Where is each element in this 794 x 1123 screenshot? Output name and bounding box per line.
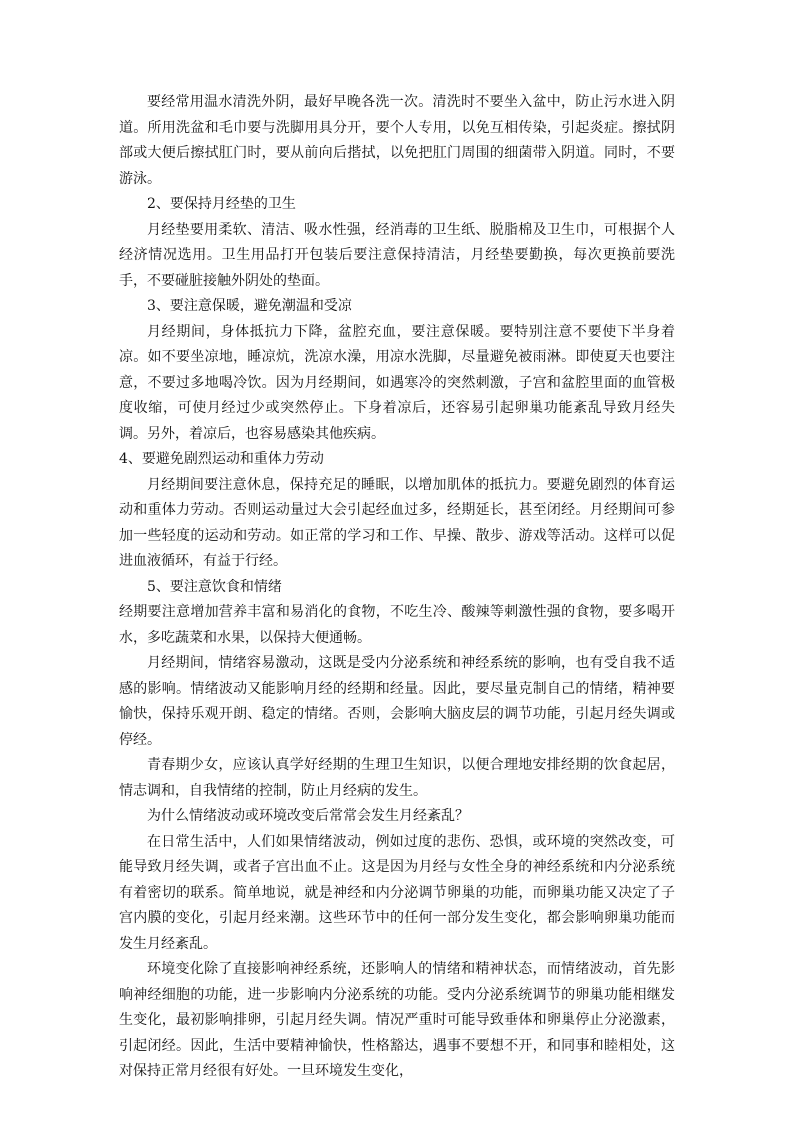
paragraph-mood: 月经期间，情绪容易激动，这既是受内分泌系统和神经系统的影响，也有受自我不适感的影响。情绪波动又能影响月经的经期和经量。因此，要尽量克制自己的情绪，精神要愉快，保持乐观开朗、稳定的情绪。否则，会影响大脑皮层的调节功能，引起月经失调或停经。 [119, 655, 675, 748]
paragraph-adolescent: 青春期少女，应该认真学好经期的生理卫生知识，以便合理地安排经期的饮食起居，情志调和，自我情绪的控制，防止月经病的发生。 [119, 757, 675, 799]
paragraph-keep-warm: 月经期间，身体抵抗力下降，盆腔充血，要注意保暖。要特别注意不要使下半身着凉。如不要坐凉地，睡凉炕，洗凉水澡，用凉水洗脚，尽量避免被雨淋。即使夏天也要注意，不要过多地喝冷饮。因为月经期间，如遇寒冷的突然刺激，子宫和盆腔里面的血管极度收缩，可使月经过少或突然停止。下身着凉后，还容易引起卵巢功能紊乱导致月经失调。另外，着凉后，也容易感染其他疾病。 [119, 323, 675, 442]
paragraph-genital-hygiene: 要经常用温水清洗外阴，最好早晚各洗一次。清洗时不要坐入盆中，防止污水进入阴道。所用洗盆和毛巾要与洗脚用具分开，要个人专用，以免互相传染，引起炎症。擦拭阴部或大便后擦拭肛门时，要从前向后揩拭，以免把肛门周围的细菌带入阴道。同时，不要游泳。 [119, 94, 675, 187]
heading-diet-mood: 5、要注意饮食和情绪 [147, 578, 282, 595]
paragraph-daily-life: 在日常生活中，人们如果情绪波动，例如过度的悲伤、恐惧，或环境的突然改变，可能导致月经失调，或者子宫出血不止。这是因为月经与女性全身的神经系统和内分泌系统有着密切的联系。简单地说，就是神经和内分泌调节卵巢的功能，而卵巢功能又决定了子宫内膜的变化，引起月经来潮。这些环节中的任何一部分发生变化，都会影响卵巢功能而发生月经紊乱。 [119, 833, 675, 952]
paragraph-diet: 经期要注意增加营养丰富和易消化的食物，不吃生冷、酸辣等刺激性强的食物，要多喝开水，多吃蔬菜和水果，以保持大便通畅。 [119, 604, 675, 646]
heading-why-disorder: 为什么情绪波动或环境改变后常常会发生月经紊乱？ [147, 808, 469, 824]
heading-pad-hygiene: 2、要保持月经垫的卫生 [147, 196, 296, 212]
document-body [119, 90, 675, 1085]
paragraph-pad-hygiene: 月经垫要用柔软、清洁、吸水性强，经消毒的卫生纸、脱脂棉及卫生巾，可根据个人经济情况选用。卫生用品打开包装后要注意保持清洁，月经垫要勤换，每次更换前要洗手，不要碰脏接触外阴处的垫面。 [119, 221, 675, 289]
heading-avoid-exercise: 4、要避免剧烈运动和重体力劳动 [119, 451, 324, 467]
paragraph-environment: 环境变化除了直接影响神经系统，还影响人的情绪和精神状态，而情绪波动，首先影响神经细胞的功能，进一步影响内分泌系统的功能。受内分泌系统调节的卵巢功能相继发生变化，最初影响排卵，引起月经失调。情况严重时可能导致垂体和卵巢停止分泌激素，引起闭经。因此，生活中要精神愉快，性格豁达，遇事不要想不开，和同事和睦相处，这对保持正常月经很有好处。一旦环境发生变化， [119, 961, 675, 1079]
heading-keep-warm: 3、要注意保暖，避免潮温和受凉 [147, 298, 352, 314]
paragraph-avoid-exercise: 月经期间要注意休息，保持充足的睡眠，以增加肌体的抵抗力。要避免剧烈的体育运动和重体力劳动。否则运动量过大会引起经血过多，经期延长，甚至闭经。月经期间可参加一些轻度的运动和劳动。如正常的学习和工作、早操、散步、游戏等活动。这样可以促进血液循环，有益于行经。 [119, 476, 675, 569]
